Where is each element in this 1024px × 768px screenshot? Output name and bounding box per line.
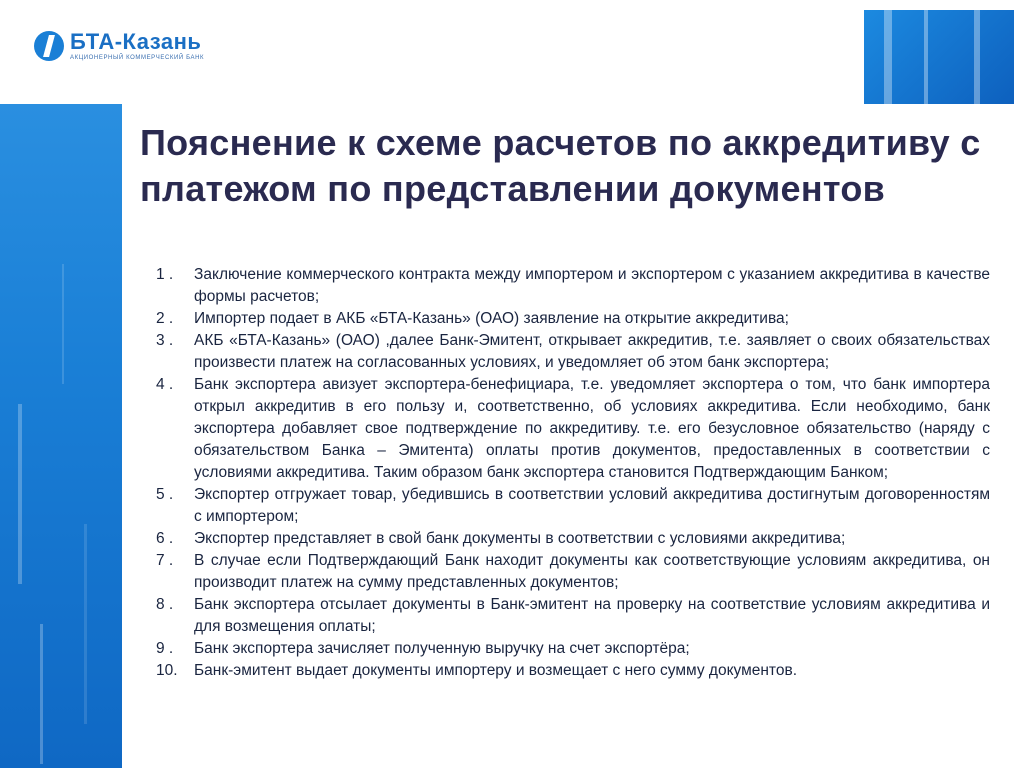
list-item-text: Банк экспортера зачисляет полученную выручку на счет экспортёра; xyxy=(194,640,690,657)
list-item xyxy=(156,550,990,594)
list-item-text: Экспортер представляет в свой банк документы в соответствии с условиями аккредитива; xyxy=(194,530,846,547)
list-item xyxy=(156,660,990,682)
list-item xyxy=(156,330,990,374)
steps-list xyxy=(156,264,990,682)
list-item-number: 6 . xyxy=(156,530,174,547)
list-item-text: Заключение коммерческого контракта между импортером и экспортером с указанием аккредитива в качестве формы расчетов; xyxy=(194,266,990,305)
list-item-text: Банк экспортера отсылает документы в Банк-эмитент на проверку на соответствие условиям аккредитива и для возмещения оплаты; xyxy=(194,596,990,635)
page-title: Пояснение к схеме расчетов по аккредитиву с платежом по представлении документов xyxy=(140,122,981,209)
list-item-number: 9 . xyxy=(156,640,174,657)
list-item xyxy=(156,374,990,484)
bank-logo xyxy=(34,30,204,62)
list-item xyxy=(156,308,990,330)
list-item-text: Банк экспортера авизует экспортера-бенефициара, т.е. уведомляет экспортера о том, что банк импортера открыл аккредитив в его пользу и, соответственно, об условиях аккредитива. Если необходимо, банк экспортера добавляет свое подтверждение по аккредитиву. т.е. его безусловное обязательство (наряду с обязательством Банка – Эмитента) оплаты против документов, предоставленных в соответствии с условиями аккредитива. Таким образом банк экспортера становится Подтверждающим Банком; xyxy=(194,376,990,481)
list-item-number: 2 . xyxy=(156,310,174,327)
header-decorative-block xyxy=(864,10,1014,110)
list-item xyxy=(156,638,990,660)
list-item-text: В случае если Подтверждающий Банк находит документы как соответствующие условиям аккредитива, он производит платеж на сумму представленных документов; xyxy=(194,552,990,591)
list-item-number: 8 . xyxy=(156,596,174,613)
list-item-text: Экспортер отгружает товар, убедившись в соответствии условий аккредитива достигнутым договоренностям с импортером; xyxy=(194,486,990,525)
bank-logo-subtitle: АКЦИОНЕРНЫЙ КОММЕРЧЕСКИЙ БАНК xyxy=(70,55,205,61)
list-item-number: 5 . xyxy=(156,486,174,503)
list-item-number: 3 . xyxy=(156,332,174,349)
list-item xyxy=(156,264,990,308)
bank-logo-icon xyxy=(34,31,64,61)
left-decorative-panel xyxy=(0,104,122,768)
list-item-number: 4 . xyxy=(156,376,174,393)
list-item-number: 10. xyxy=(156,662,178,679)
list-item-number: 1 . xyxy=(156,266,174,283)
list-item xyxy=(156,594,990,638)
list-item-number: 7 . xyxy=(156,552,174,569)
list-item xyxy=(156,484,990,528)
list-item xyxy=(156,528,990,550)
list-item-text: Банк-эмитент выдает документы импортеру и возмещает с него сумму документов. xyxy=(194,662,798,679)
list-item-text: АКБ «БТА-Казань» (ОАО) ,далее Банк-Эмитент, открывает аккредитив, т.е. заявляет о своих обязательствах произвести платеж на согласованных условиях, и уведомляет об этом банк экспортера; xyxy=(194,332,990,371)
bank-logo-name: БТА-Казань xyxy=(70,29,202,54)
list-item-text: Импортер подает в АКБ «БТА-Казань» (ОАО) заявление на открытие аккредитива; xyxy=(194,310,789,327)
